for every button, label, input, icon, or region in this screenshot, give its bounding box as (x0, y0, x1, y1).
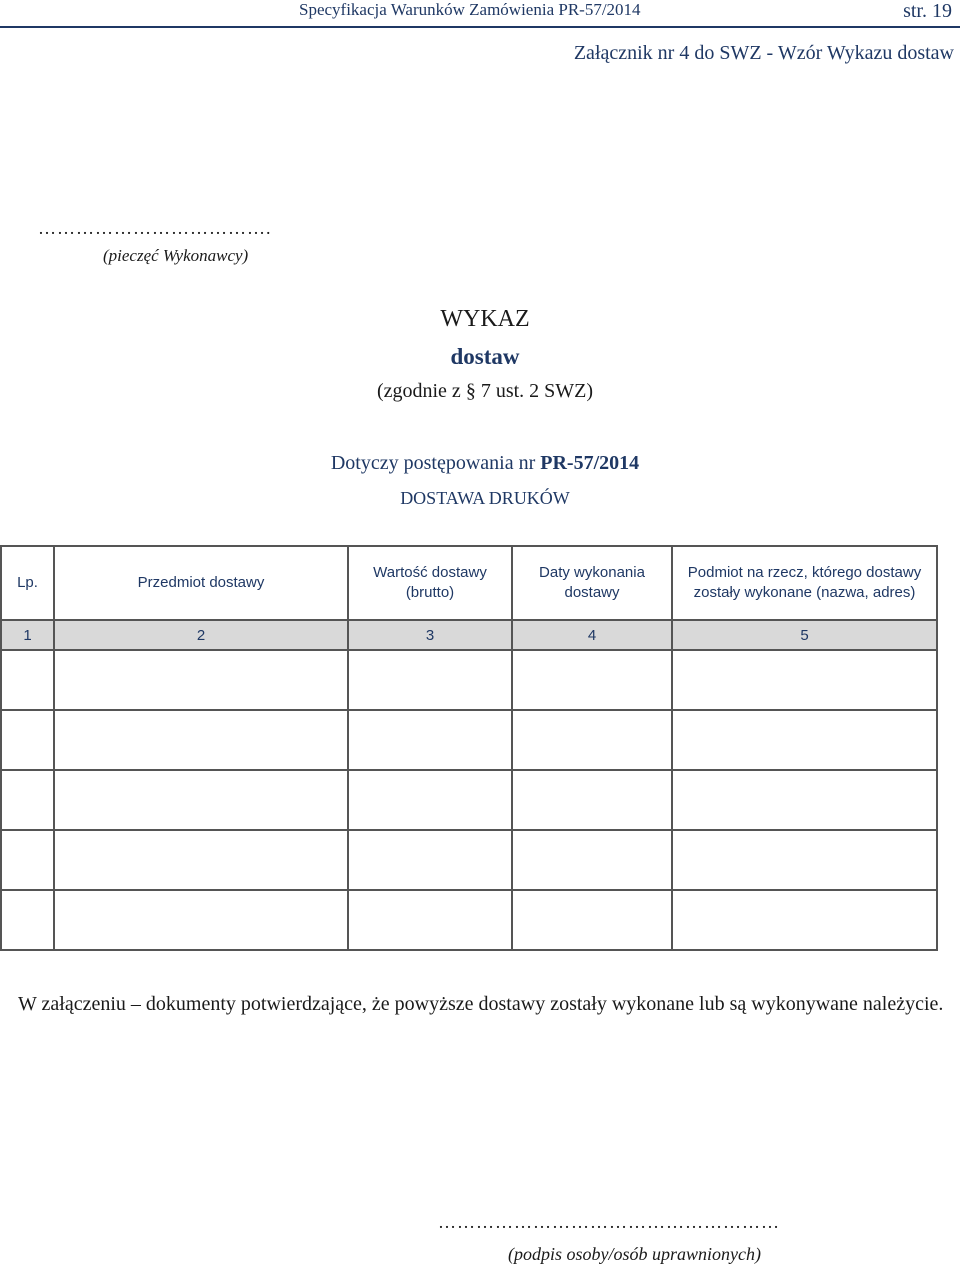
table-cell[interactable] (348, 830, 512, 890)
table-cell[interactable] (1, 890, 54, 950)
signature-dots: ……………………………………………… (438, 1212, 780, 1232)
page-number: str. 19 (903, 0, 952, 22)
col-number-4: 4 (512, 620, 672, 650)
document-header-title: Specyfikacja Warunków Zamówienia PR-57/2014 (299, 0, 641, 19)
title-note-suffix: 7 ust. 2 SWZ) (475, 380, 594, 402)
title-main: WYKAZ (440, 306, 530, 332)
header-divider (0, 26, 960, 28)
table-cell[interactable] (672, 770, 937, 830)
table-cell[interactable] (54, 830, 348, 890)
title-sub: dostaw (450, 344, 520, 369)
procedure-line (0, 452, 960, 475)
table-cell[interactable] (348, 650, 512, 710)
procedure-prefix: Dotyczy postępowania nr (330, 452, 541, 474)
table-number-row (1, 620, 937, 650)
header-dates: Daty wykonania dostawy (512, 546, 672, 620)
section-sign: § (465, 380, 476, 402)
annex-label: Załącznik nr 4 do SWZ - Wzór Wykazu dostaw (573, 42, 954, 64)
subject-line: DOSTAWA DRUKÓW (400, 488, 570, 508)
col-number-3: 3 (348, 620, 512, 650)
deliveries-table (0, 545, 938, 951)
table-cell[interactable] (672, 890, 937, 950)
title-note (0, 380, 960, 403)
table-cell[interactable] (54, 710, 348, 770)
stamp-dots: ………………………………. (38, 218, 272, 238)
table-row (1, 650, 937, 710)
table-row (1, 830, 937, 890)
header-value: Wartość dostawy (brutto) (348, 546, 512, 620)
col-number-5: 5 (672, 620, 937, 650)
table-cell[interactable] (512, 710, 672, 770)
table-cell[interactable] (54, 770, 348, 830)
table-cell[interactable] (348, 890, 512, 950)
signature-label: (podpis osoby/osób uprawnionych) (508, 1244, 761, 1264)
col-number-1: 1 (1, 620, 54, 650)
col-number-2: 2 (54, 620, 348, 650)
table-cell[interactable] (512, 650, 672, 710)
table-row (1, 710, 937, 770)
header-subject: Przedmiot dostawy (54, 546, 348, 620)
header-lp: Lp. (1, 546, 54, 620)
table-header-row (1, 546, 937, 620)
table-cell[interactable] (54, 650, 348, 710)
stamp-label: (pieczęć Wykonawcy) (103, 246, 249, 265)
table-cell[interactable] (672, 710, 937, 770)
header-entity: Podmiot na rzecz, którego dostawy zostały wykonane (nazwa, adres) (672, 546, 937, 620)
table-cell[interactable] (348, 770, 512, 830)
table-cell[interactable] (672, 830, 937, 890)
table-row (1, 770, 937, 830)
table-cell[interactable] (1, 710, 54, 770)
table-cell[interactable] (1, 650, 54, 710)
table-cell[interactable] (1, 830, 54, 890)
table-cell[interactable] (672, 650, 937, 710)
table-cell[interactable] (348, 710, 512, 770)
table-cell[interactable] (512, 890, 672, 950)
attachment-statement: W załączeniu – dokumenty potwierdzające, że powyższe dostawy zostały wykonane lub są wykonywane należycie. (18, 993, 944, 1015)
title-note-prefix: (zgodnie z (376, 380, 466, 402)
table-cell[interactable] (512, 770, 672, 830)
table-cell[interactable] (54, 890, 348, 950)
procedure-number: PR-57/2014 (540, 452, 640, 474)
table-cell[interactable] (512, 830, 672, 890)
table-cell[interactable] (1, 770, 54, 830)
table-row (1, 890, 937, 950)
